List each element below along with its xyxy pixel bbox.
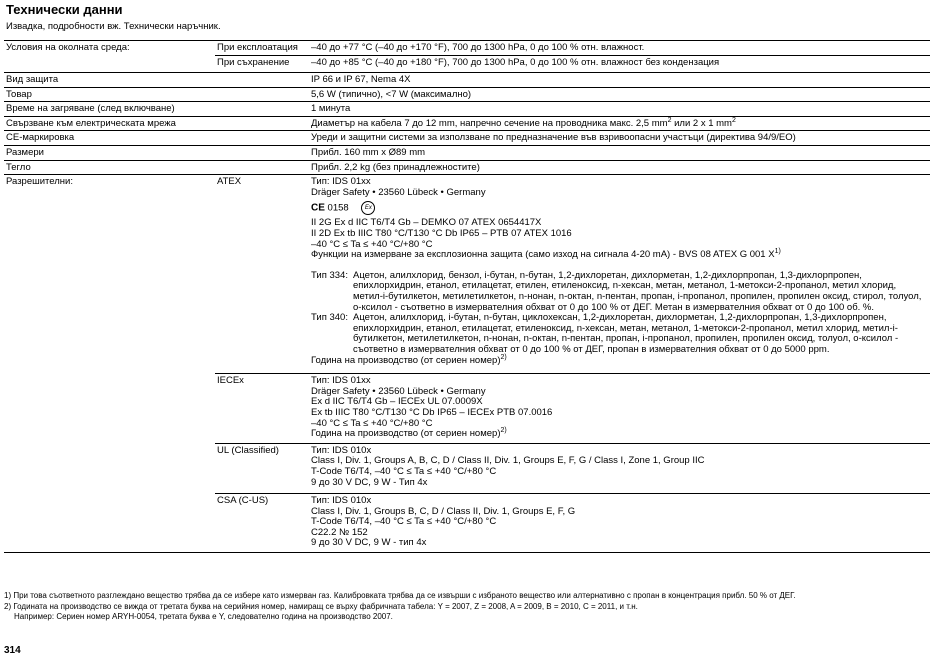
- table-row-ul: [4, 443, 930, 493]
- type-334-text: Ацетон, алилхлорид, бензол, i-бутан, n-бутан, 1,2-дихлоретан, дихлорметан, 1,2-дихлорпропан, 1,3-дихлорпропен, епихлорхидрин, етанол, етилацетат, етилен, етиленоксид, n-хексан, метан, метанол, 1-метокси-2-пропанол, метил хлорид, метил-i-бутилкетон, метилетилкетон, n-нонан, n-октан, n-пентан, пропан, i-пропанол, пропилен, пропилен оксид, стирол, толуол, о-ксилол - съответно в измервателния обхват от 0 до 100 % от ДЕГ. Метан в измервателния обхват от 0 до 100 об. %.: [353, 269, 922, 313]
- atex-line-6-sup: 1): [774, 248, 781, 256]
- warm-label: Време на загряване (след включване): [4, 102, 309, 117]
- power-label: Свързване към електрическата мрежа: [4, 116, 309, 131]
- ce-number: 0158: [327, 202, 349, 214]
- table-row-env-operation: [4, 41, 930, 56]
- iecex-line-4: Ex tb IIIC T80 °C/T130 °C Db IP65 – IECEx PTB 07.0016: [311, 406, 553, 418]
- env-op-label: При експлоатация: [215, 41, 309, 56]
- table-row-csa: [4, 494, 930, 553]
- prot-value: IP 66 и IP 67, Nema 4X: [309, 73, 930, 88]
- env-st-label: При съхранение: [215, 55, 309, 73]
- ce-mark-icon: CE: [311, 202, 325, 214]
- table-row-protection: [4, 73, 930, 88]
- page-subtitle: Извадка, подробности вж. Технически наръчник.: [6, 21, 221, 32]
- atex-year-text: Година на производство (от сериен номер): [311, 354, 501, 366]
- atex-marks: [311, 201, 928, 215]
- weight-label: Тегло: [4, 160, 309, 175]
- iecex-line-5: –40 °C ≤ Ta ≤ +40 °C/+80 °C: [311, 417, 433, 429]
- table-row-power: [4, 116, 930, 131]
- table-row-ce: [4, 131, 930, 146]
- prot-label: Вид защита: [4, 73, 309, 88]
- ul-label: UL (Classified): [215, 443, 309, 493]
- approvals-label: Разрешителни:: [4, 175, 215, 374]
- load-label: Товар: [4, 87, 309, 102]
- dim-label: Размери: [4, 146, 309, 161]
- iecex-label: IECEx: [215, 374, 309, 444]
- atex-line-5: –40 °C ≤ Ta ≤ +40 °C/+80 °C: [311, 238, 433, 250]
- ex-mark-icon: Ex: [361, 201, 375, 215]
- page-number: 314: [4, 645, 21, 656]
- atex-line-6-text: Функции на измерване за експлозионна защита (само изход на сигнала 4-20 mA) - BVS 08 ATEX G 001 X: [311, 249, 775, 261]
- atex-type-334: [311, 271, 928, 313]
- atex-type-340: [311, 313, 928, 355]
- ul-line-3: T-Code T6/T4, –40 °C ≤ Ta ≤ +40 °C/+80 °C: [311, 465, 497, 477]
- power-sup-1: 2: [667, 116, 672, 124]
- atex-year: [311, 353, 928, 367]
- ul-type: Тип: IDS 010x: [311, 444, 372, 456]
- env-st-value: –40 до +85 °C (–40 до +180 °F), 700 до 1300 hPa, 0 до 100 % отн. влажност без кондензация: [309, 55, 930, 73]
- iecex-year-sup: 2): [500, 426, 507, 434]
- type-340-text: Ацетон, алилхлорид, i-бутан, n-бутан, циклохексан, 1,2-дихлоретан, дихлорметан, 1,2-дихлорпропан, 1,3-дихлорпропен, епихлорхидрин, етанол, етилацетат, етиленоксид, n-хексан, метан, метанол, 1-метокси-2-пропанол, метил хлорид, метил-i-бутилкетон, метилетилкетон, n-нонан, n-октан, n-пентан, пропан, i-пропанол, пропилен, пропилен оксид, толуол, о-ксилол - съответно в измервателния обхват от 0 до 100 % от ДЕГ, пропан в измервателния обхват от 0 до 5000 ppm.: [353, 312, 899, 355]
- atex-label: ATEX: [215, 175, 309, 374]
- atex-line-6: [311, 250, 928, 261]
- atex-content: [309, 175, 930, 374]
- table-row-warmup: [4, 102, 930, 117]
- ul-line-4: 9 до 30 V DC, 9 W - Тип 4x: [311, 476, 428, 488]
- dim-value: Прибл. 160 mm x Ø89 mm: [309, 146, 930, 161]
- table-row-iecex: [4, 374, 930, 444]
- iecex-content: [309, 374, 930, 444]
- type-334-label: Тип 334:: [311, 269, 348, 281]
- footnote-2: 2) Годината на производство се вижда от третата буква на серийния номер, намиращ се върху фабричната табела: Y = 2007, Z = 2008, A = 2009, B = 2010, C = 2011, и т.н.: [4, 602, 638, 611]
- power-value-a: Диаметър на кабела 7 до 12 mm, напречно сечение на проводника макс. 2,5 mm: [311, 117, 668, 129]
- atex-maker: Dräger Safety • 23560 Lübeck • Germany: [311, 186, 486, 198]
- footnote-3: Например: Сериен номер ARYH-0054, третата буква е Y, следователно година на производство 2007.: [14, 612, 393, 621]
- warm-value: 1 минута: [309, 102, 930, 117]
- table-row-weight: [4, 160, 930, 175]
- spec-table: [4, 40, 930, 553]
- table-row-load: [4, 87, 930, 102]
- ce-label: CE-маркировка: [4, 131, 309, 146]
- iecex-year: [311, 426, 928, 440]
- ul-line-2: Class I, Div. 1, Groups A, B, C, D / Class II, Div. 1, Groups E, F, G / Class I, Zone 1, Group IIC: [311, 455, 705, 467]
- csa-line-5: 9 до 30 V DC, 9 W - тип 4x: [311, 537, 427, 549]
- env-op-value: –40 до +77 °C (–40 до +170 °F), 700 до 1300 hPa, 0 до 100 % отн. влажност.: [309, 41, 930, 56]
- atex-line-3: II 2G Ex d IIC T6/T4 Gb – DEMKO 07 ATEX 0654417X: [311, 217, 542, 229]
- atex-line-4: II 2D Ex tb IIIC T80 °C/T130 °C Db IP65 – PTB 07 ATEX 1016: [311, 228, 572, 240]
- csa-content: [309, 494, 930, 553]
- csa-line-3: T-Code T6/T4, –40 °C ≤ Ta ≤ +40 °C/+80 °C: [311, 516, 497, 528]
- footnote-1: 1) При това съответното разглеждано вещество трябва да се избере като измерван газ. Калибровката трябва да се извърши с избраното вещество или алтернативно с пропан в концентрация прибл. 50 % от ДЕГ.: [4, 591, 796, 600]
- weight-value: Прибл. 2,2 kg (без принадлежностите): [309, 160, 930, 175]
- iecex-line-3: Ex d IIC T6/T4 Gb – IECEx UL 07.0009X: [311, 396, 483, 408]
- page-title: Технически данни: [6, 2, 123, 17]
- env-label: Условия на околната среда:: [4, 41, 215, 56]
- ul-content: [309, 443, 930, 493]
- csa-line-2: Class I, Div. 1, Groups B, C, D / Class II, Div. 1, Groups E, F, G: [311, 505, 576, 517]
- iecex-year-text: Година на производство (от сериен номер): [311, 428, 501, 440]
- csa-label: CSA (C-US): [215, 494, 309, 553]
- power-value-b: или 2 x 1 mm: [671, 117, 732, 129]
- power-sup-2: 2: [731, 116, 736, 124]
- iecex-maker: Dräger Safety • 23560 Lübeck • Germany: [311, 385, 486, 397]
- atex-year-sup: 2): [500, 353, 507, 361]
- csa-line-4: C22.2 № 152: [311, 526, 368, 538]
- type-340-label: Тип 340:: [311, 312, 348, 324]
- table-row-atex: [4, 175, 930, 374]
- load-value: 5,6 W (типично), <7 W (максимално): [309, 87, 930, 102]
- ce-value: Уреди и защитни системи за използване по предназначение във взривоопасни участъци (директива 94/9/ЕО): [309, 131, 930, 146]
- atex-type: Тип: IDS 01xx: [311, 176, 371, 188]
- power-value: [309, 116, 930, 131]
- table-row-dimensions: [4, 146, 930, 161]
- csa-type: Тип: IDS 010x: [311, 495, 372, 507]
- table-row-env-storage: [4, 55, 930, 73]
- iecex-type: Тип: IDS 01xx: [311, 375, 371, 387]
